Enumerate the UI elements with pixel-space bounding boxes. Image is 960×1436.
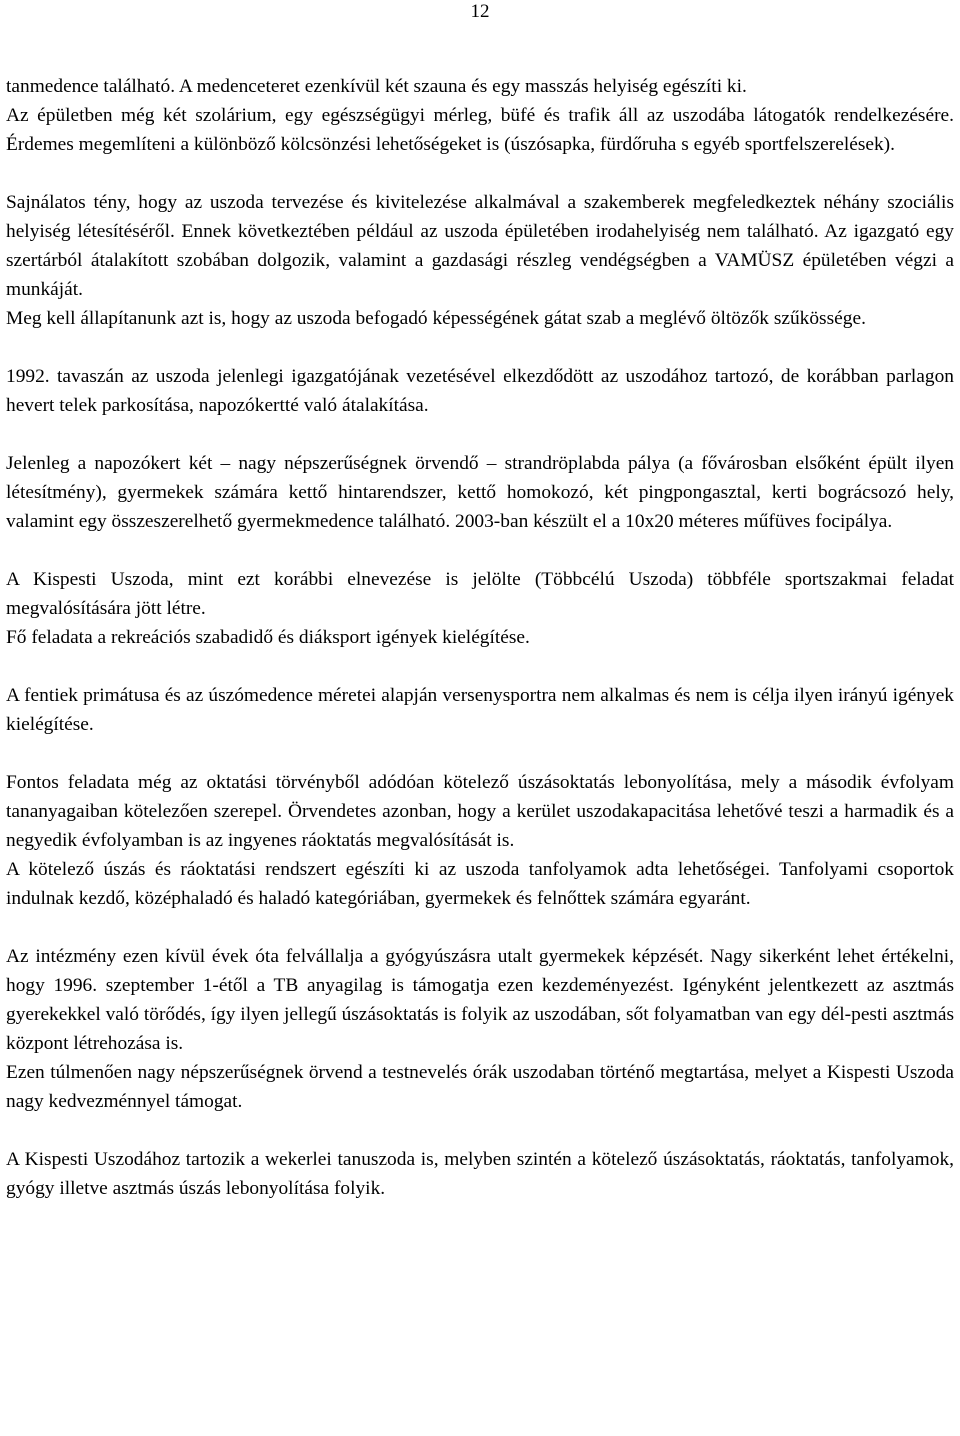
paragraph-multipurpose-pool: A Kispesti Uszoda, mint ezt korábbi elnevezése is jelölte (Többcélú Uszoda) többféle sportszakmai feladat megvalósítására jött létre.: [6, 569, 954, 619]
document-body: [6, 72, 954, 1203]
paragraph-building-amenities: Az épületben még két szolárium, egy egészségügyi mérleg, büfé és trafik áll az uszodába látogatók rendelkezésére. Érdemes megemlíteni a különböző kölcsönzési lehetőségeket is (úszósapka, fürdőruha s egyéb sportfelszerelések).: [6, 105, 954, 155]
paragraph-wekerle-pool: A Kispesti Uszodához tartozik a wekerlei tanuszoda is, melyben szintén a kötelező úszásoktatás, ráoktatás, tanfolyamok, gyógy illetve asztmás úszás lebonyolítása folyik.: [6, 1149, 954, 1199]
page-number: 12: [470, 1, 490, 22]
paragraph-swimming-education: Fontos feladata még az oktatási törvényből adódóan kötelező úszásoktatás lebonyolítása, mely a második évfolyam tananyagaiban kötelezően szerepel. Örvendetes azonban, hogy a kerület uszodakapacitása lehetővé teszi a harmadik és a negyedik évfolyamban is az ingyenes ráoktatás megvalósítását is.: [6, 772, 954, 851]
paragraph-therapeutic-swimming: Az intézmény ezen kívül évek óta felvállalja a gyógyúszásra utalt gyermekek képzését. Nagy sikerként lehet értékelni, hogy 1996. szeptember 1-étől a TB anyagilag is támogatja ezen kezdeményezést. Igényként jelentkezett az asztmás gyerekekkel való törődés, így ilyen jellegű úszásoktatás is folyik az uszodában, sőt folyamatban van egy dél-pesti asztmás központ létrehozása is.: [6, 946, 954, 1054]
paragraph-changing-rooms: Meg kell állapítanunk azt is, hogy az uszoda befogadó képességének gátat szab a meglévő öltözők szűkössége.: [6, 308, 866, 329]
paragraph-pool-facilities: tanmedence található. A medenceteret ezenkívül két szauna és egy masszás helyiség egészíti ki.: [6, 76, 747, 97]
paragraph-missing-rooms: Sajnálatos tény, hogy az uszoda tervezése és kivitelezése alkalmával a szakemberek megfeledkeztek néhány szociális helyiség létesítéséről. Ennek következtében például az uszoda épületében irodahelyiség nem található. Az igazgató egy szertárból átalakított szobában dolgozik, valamint a gazdasági részleg vendégségben a VAMÜSZ épületében végzi a munkáját.: [6, 192, 954, 300]
paragraph-competition-sport: A fentiek primátusa és az úszómedence méretei alapján versenysportra nem alkalmas és nem is célja ilyen irányú igények kielégítése.: [6, 685, 954, 735]
paragraph-sunbathing-garden: Jelenleg a napozókert két – nagy népszerűségnek örvendő – strandröplabda pálya (a fővárosban elsőként épült ilyen létesítmény), gyermekek számára kettő hintarendszer, kettő homokozó, két pingpongasztal, kerti bográcsozó hely, valamint egy összeszerelhető gyermekmedence található. 2003-ban készült el a 10x20 méteres műfüves focipálya.: [6, 453, 954, 532]
paragraph-pe-lessons: Ezen túlmenően nagy népszerűségnek örvend a testnevelés órák uszodaban történő megtartása, melyet a Kispesti Uszoda nagy kedvezménnyel támogat.: [6, 1062, 954, 1112]
paragraph-main-task: Fő feladata a rekreációs szabadidő és diáksport igények kielégítése.: [6, 627, 530, 648]
paragraph-courses: A kötelező úszás és ráoktatási rendszert egészíti ki az uszoda tanfolyamok adta lehetőségei. Tanfolyami csoportok indulnak kezdő, középhaladó és haladó kategóriában, gyermekek és felnőttek számára egyaránt.: [6, 859, 954, 909]
paragraph-1992-garden: 1992. tavaszán az uszoda jelenlegi igazgatójának vezetésével elkezdődött az uszodához tartozó, de korábban parlagon hevert telek parkosítása, napozókertté való átalakítása.: [6, 366, 954, 416]
